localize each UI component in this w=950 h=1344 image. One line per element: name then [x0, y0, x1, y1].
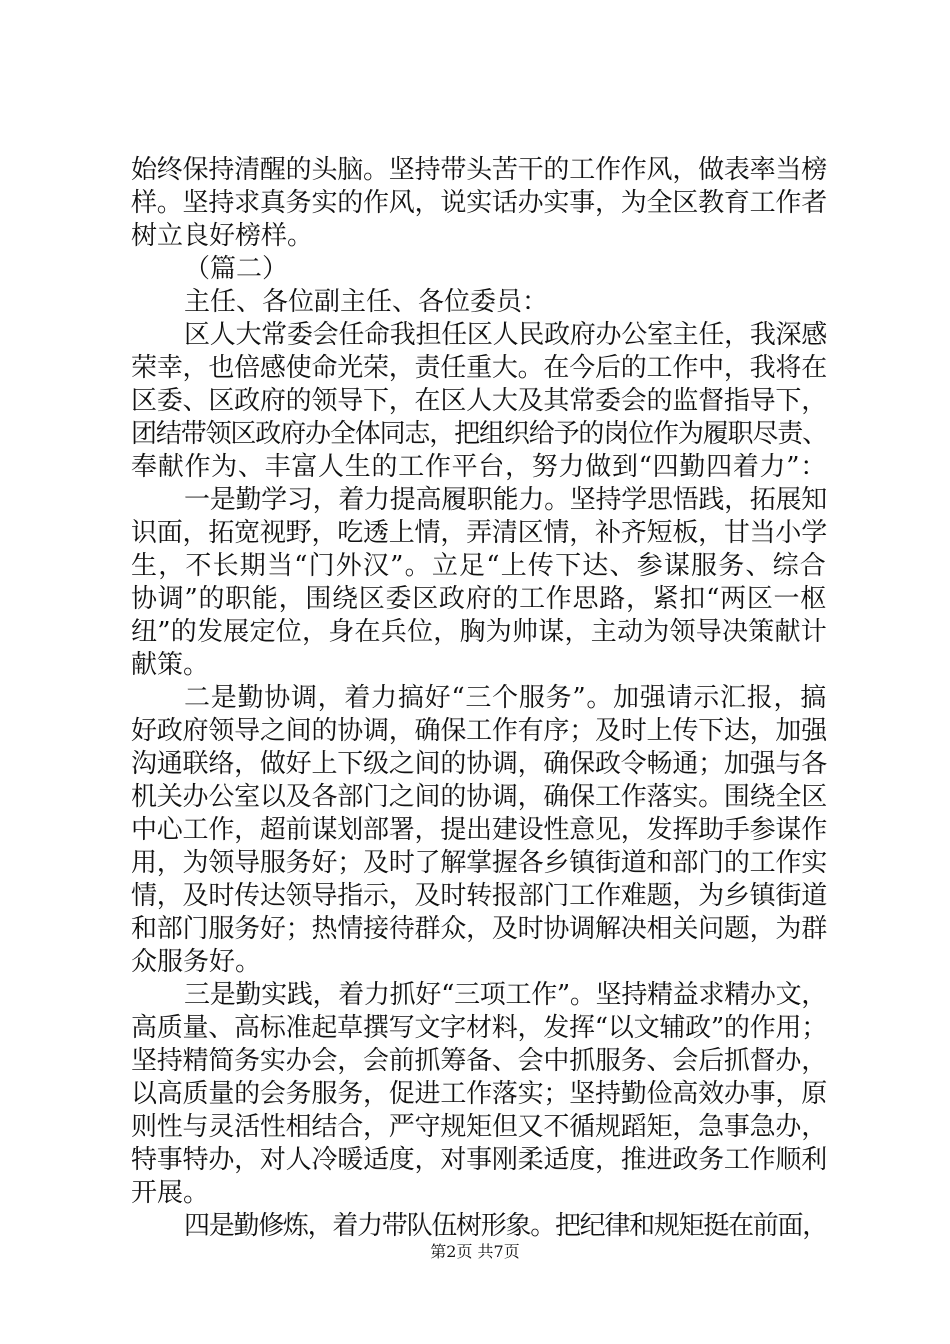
- text-line: 识面，拓宽视野，吃透上情，弄清区情，补齐短板，甘当小学: [131, 518, 827, 548]
- text-line: 生，不长期当“门外汉”。立足“上传下达、参谋服务、综合: [131, 551, 827, 581]
- text-line: 用，为领导服务好；及时了解掌握各乡镇街道和部门的工作实: [131, 848, 827, 878]
- text-line: 主任、各位副主任、各位委员：: [184, 287, 549, 317]
- text-line: 以高质量的会务服务，促进工作落实；坚持勤俭高效办事，原: [131, 1079, 827, 1109]
- text-line: 好政府领导之间的协调，确保工作有序；及时上传下达，加强: [131, 716, 827, 746]
- text-line: 二是勤协调，着力搞好“三个服务”。加强请示汇报，搞: [184, 683, 827, 713]
- text-line: 献策。: [131, 650, 210, 680]
- text-line: 高质量、高标准起草撰写文字材料，发挥“以文辅政”的作用；: [131, 1013, 827, 1043]
- text-line: 众服务好。: [131, 947, 262, 977]
- text-line: 团结带领区政府办全体同志，把组织给予的岗位作为履职尽责、: [131, 419, 827, 449]
- text-line: 三是勤实践，着力抓好“三项工作”。坚持精益求精办文，: [184, 980, 827, 1010]
- text-line: 区委、区政府的领导下，在区人大及其常委会的监督指导下，: [131, 386, 827, 416]
- text-line: 纽”的发展定位，身在兵位，胸为帅谋，主动为领导决策献计: [131, 617, 827, 647]
- text-line: 情，及时传达领导指示，及时转报部门工作难题，为乡镇街道: [131, 881, 827, 911]
- text-line: 开展。: [131, 1178, 210, 1208]
- text-line: 和部门服务好；热情接待群众，及时协调解决相关问题，为群: [131, 914, 827, 944]
- text-line: 四是勤修炼，着力带队伍树形象。把纪律和规矩挺在前面，: [184, 1211, 827, 1241]
- text-line: （篇二）: [184, 254, 289, 284]
- text-line: 中心工作，超前谋划部署，提出建设性意见，发挥助手参谋作: [131, 815, 827, 845]
- text-line: 样。坚持求真务实的作风，说实话办实事，为全区教育工作者: [131, 188, 827, 218]
- text-line: 荣幸，也倍感使命光荣，责任重大。在今后的工作中，我将在: [131, 353, 827, 383]
- text-line: 特事特办，对人冷暖适度，对事刚柔适度，推进政务工作顺利: [131, 1145, 827, 1175]
- text-line: 机关办公室以及各部门之间的协调，确保工作落实。围绕全区: [131, 782, 827, 812]
- text-line: 树立良好榜样。: [131, 221, 314, 251]
- text-line: 沟通联络，做好上下级之间的协调，确保政令畅通；加强与各: [131, 749, 827, 779]
- text-line: 一是勤学习，着力提高履职能力。坚持学思悟践，拓展知: [184, 485, 827, 515]
- text-line: 坚持精简务实办会，会前抓筹备、会中抓服务、会后抓督办，: [131, 1046, 827, 1076]
- text-line: 则性与灵活性相结合，严守规矩但又不循规蹈矩，急事急办，: [131, 1112, 827, 1142]
- text-line: 区人大常委会任命我担任区人民政府办公室主任，我深感: [184, 320, 827, 350]
- text-line: 协调”的职能，围绕区委区政府的工作思路，紧扣“两区一枢: [131, 584, 827, 614]
- text-line: 始终保持清醒的头脑。坚持带头苦干的工作作风，做表率当榜: [131, 155, 827, 185]
- text-line: 奉献作为、丰富人生的工作平台，努力做到“四勤四着力”：: [131, 452, 827, 482]
- page-footer: 第2页 共7页: [430, 1242, 520, 1261]
